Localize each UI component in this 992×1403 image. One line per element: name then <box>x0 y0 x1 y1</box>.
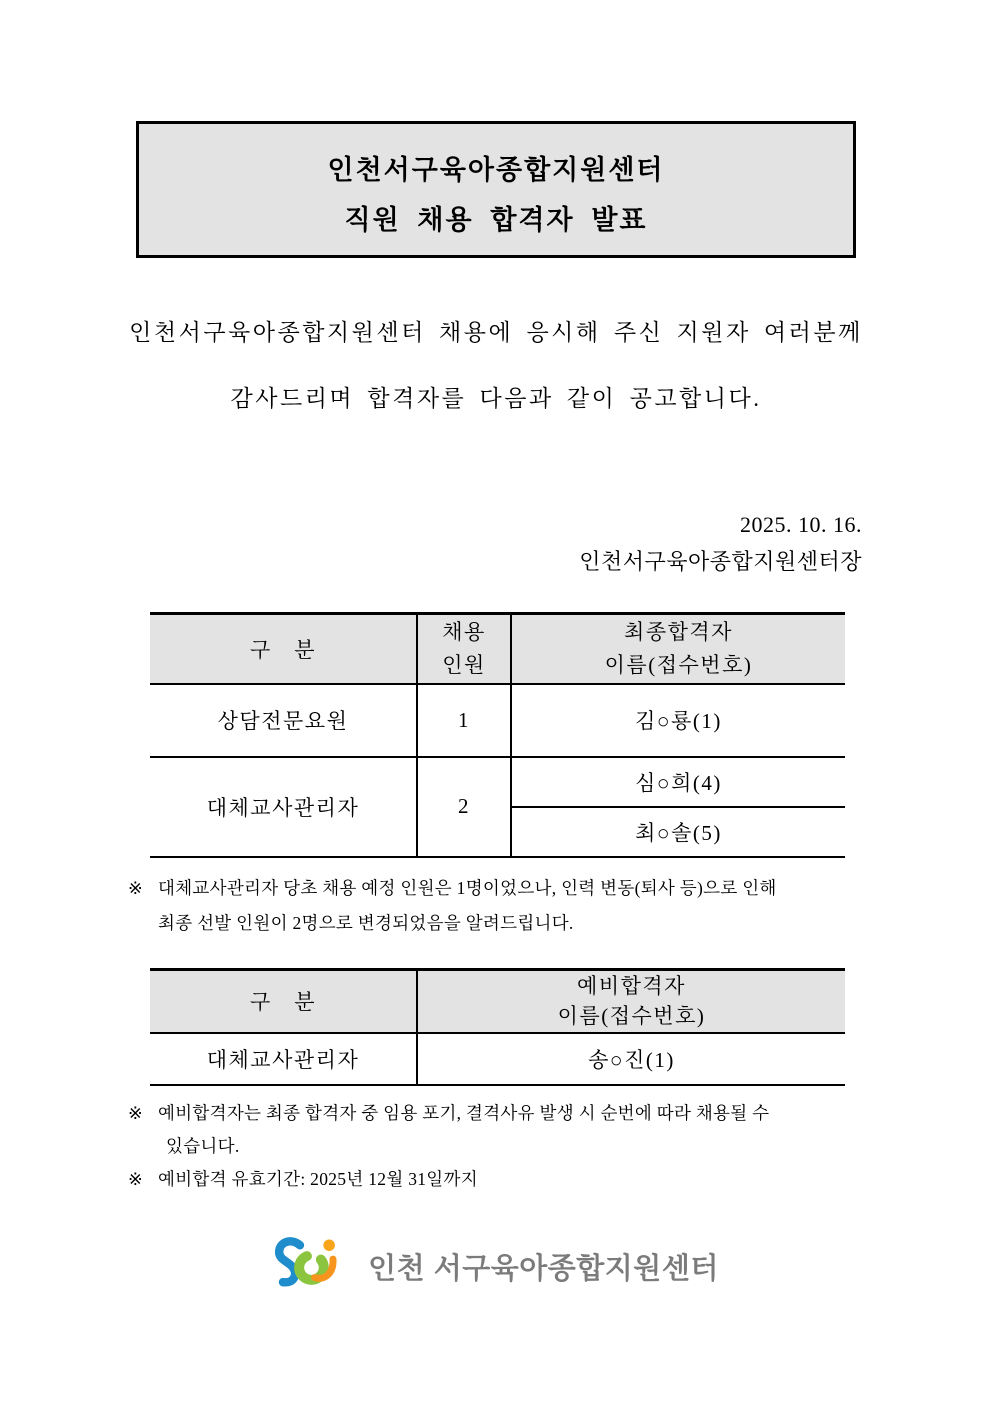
table-header-row <box>150 970 845 1033</box>
title-box <box>136 121 856 258</box>
signer-title: 인천서구육아종합지원센터장 <box>579 549 862 574</box>
note-validity-period <box>128 1163 898 1196</box>
header-final-pass: 최종합격자 이름(접수번호) <box>511 614 845 684</box>
announcement-date: 2025. 10. 16. <box>740 512 862 537</box>
table-header-row <box>150 614 845 684</box>
note-line: 있습니다. <box>166 1136 240 1156</box>
note-headcount-change <box>128 871 888 941</box>
cell-name: 송○진(1) <box>417 1033 845 1085</box>
header-category: 구 분 <box>150 970 417 1033</box>
note-marker: ※ <box>128 1103 143 1123</box>
header-reserve-pass: 예비합격자 이름(접수번호) <box>417 970 845 1033</box>
intro-line-1: 인천서구육아종합지원센터 채용에 응시해 주신 지원자 여러분께 <box>129 320 863 345</box>
header-count: 채용 인원 <box>417 614 511 684</box>
intro-paragraph <box>0 300 992 432</box>
cell-count: 2 <box>417 757 511 857</box>
logo-orange-head <box>324 1239 336 1251</box>
bottom-notes <box>128 1097 898 1196</box>
table-row <box>150 757 845 807</box>
title-line-2: 직원 채용 합격자 발표 <box>344 205 648 235</box>
note-marker: ※ <box>128 1169 143 1189</box>
cell-count: 1 <box>417 684 511 757</box>
cell-name: 최○솔(5) <box>511 807 845 857</box>
note-line: 최종 선발 인원이 2명으로 변경되었음을 알려드립니다. <box>158 913 574 933</box>
cell-category: 대체교사관리자 <box>150 1033 417 1085</box>
note-marker: ※ <box>128 878 143 898</box>
table-row <box>150 1033 845 1085</box>
note-line: 예비합격자는 최종 합격자 중 임용 포기, 결격사유 발생 시 순번에 따라 채용될 수 <box>158 1103 770 1123</box>
cell-category: 상담전문요원 <box>150 684 417 757</box>
note-line: 예비합격 유효기간: 2025년 12월 31일까지 <box>158 1169 478 1189</box>
title-line-1: 인천서구육아종합지원센터 <box>327 155 665 185</box>
table-row <box>150 684 845 757</box>
organization-name: 인천 서구육아종합지원센터 <box>368 1252 719 1285</box>
signature-block <box>579 506 862 580</box>
note-reserve-rule <box>128 1097 898 1163</box>
cell-category: 대체교사관리자 <box>150 757 417 857</box>
final-pass-table <box>150 612 845 858</box>
note-line: 대체교사관리자 당초 채용 예정 인원은 1명이었으나, 인력 변동(퇴사 등)으로 인해 <box>158 878 777 898</box>
cell-name: 김○룡(1) <box>511 684 845 757</box>
center-logo-icon <box>273 1233 353 1299</box>
cell-name: 심○희(4) <box>511 757 845 807</box>
header-category: 구 분 <box>150 614 417 684</box>
reserve-pass-table <box>150 968 845 1086</box>
footer-logo-block <box>0 1233 992 1299</box>
intro-line-2: 감사드리며 합격자를 다음과 같이 공고합니다. <box>230 386 762 411</box>
